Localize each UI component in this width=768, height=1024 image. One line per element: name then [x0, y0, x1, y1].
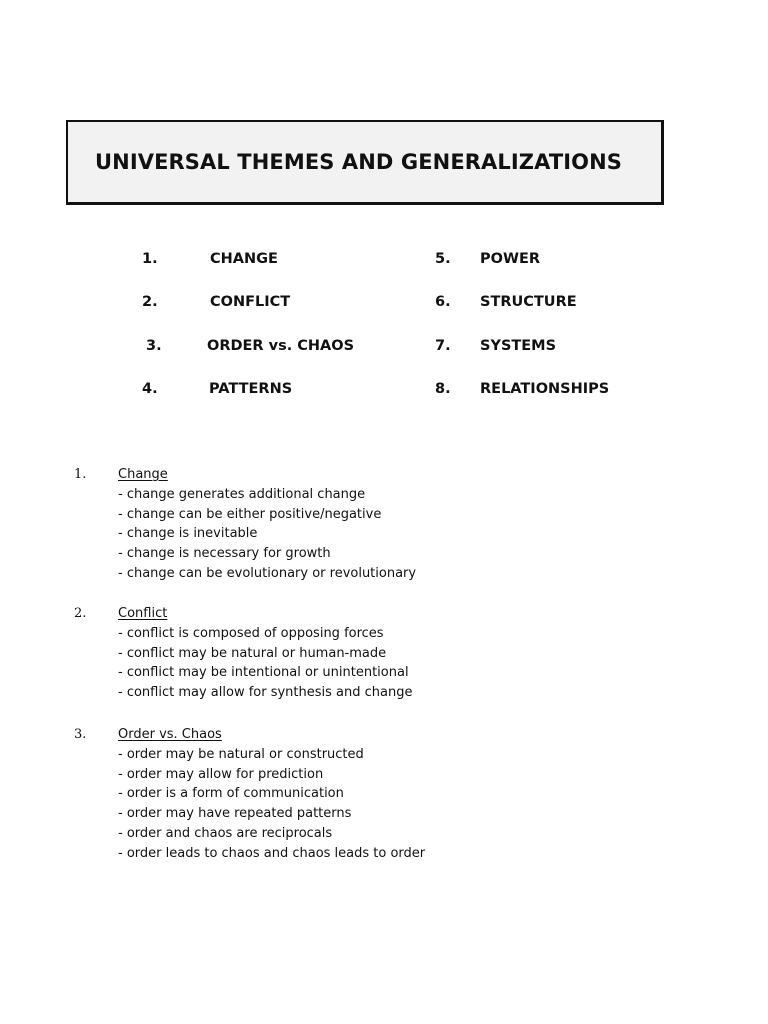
- theme-label: SYSTEMS: [480, 338, 557, 354]
- theme-label: PATTERNS: [209, 381, 293, 397]
- list-item: - change is necessary for growth: [118, 546, 331, 562]
- theme-number: 5.: [435, 251, 451, 267]
- list-item: - order leads to chaos and chaos leads to order: [118, 845, 426, 861]
- title-box: [66, 120, 664, 205]
- section-number: 2.: [74, 606, 87, 621]
- theme-number: 7.: [435, 338, 451, 354]
- theme-number: 8.: [435, 381, 451, 397]
- list-item: - conflict is composed of opposing forces: [118, 625, 384, 641]
- theme-label: POWER: [480, 251, 541, 267]
- section-body: [118, 604, 412, 703]
- list-item: - conflict may be natural or human-made: [118, 645, 387, 661]
- list-item: - order may have repeated patterns: [118, 806, 352, 822]
- list-item: - order and chaos are reciprocals: [118, 825, 333, 841]
- list-item: - conflict may be intentional or unintentional: [118, 665, 409, 681]
- theme-label: CHANGE: [210, 251, 278, 267]
- theme-label: ORDER vs. CHAOS: [207, 338, 355, 354]
- theme-number: 4.: [142, 381, 158, 397]
- list-item: - change generates additional change: [118, 486, 366, 502]
- section-title: Change: [118, 467, 168, 482]
- theme-label: CONFLICT: [210, 294, 291, 310]
- section-body: [118, 725, 425, 864]
- list-item: - order may allow for prediction: [118, 766, 324, 782]
- page-title: UNIVERSAL THEMES AND GENERALIZATIONS: [95, 150, 623, 174]
- section-number: 1.: [74, 467, 87, 482]
- list-item: - order may be natural or constructed: [118, 746, 364, 762]
- section-number: 3.: [74, 727, 87, 742]
- list-item: - conflict may allow for synthesis and change: [118, 685, 413, 701]
- theme-number: 3.: [146, 338, 162, 354]
- theme-label: RELATIONSHIPS: [480, 381, 610, 397]
- theme-number: 6.: [435, 294, 451, 310]
- theme-label: STRUCTURE: [480, 294, 577, 310]
- list-item: - change is inevitable: [118, 526, 258, 542]
- theme-number: 1.: [142, 251, 158, 267]
- list-item: - change can be evolutionary or revolutionary: [118, 565, 417, 581]
- theme-number: 2.: [142, 294, 158, 310]
- section-title: Order vs. Chaos: [118, 727, 222, 742]
- section-title: Conflict: [118, 606, 168, 621]
- list-item: - order is a form of communication: [118, 786, 344, 802]
- list-item: - change can be either positive/negative: [118, 506, 382, 522]
- section-body: [118, 465, 416, 584]
